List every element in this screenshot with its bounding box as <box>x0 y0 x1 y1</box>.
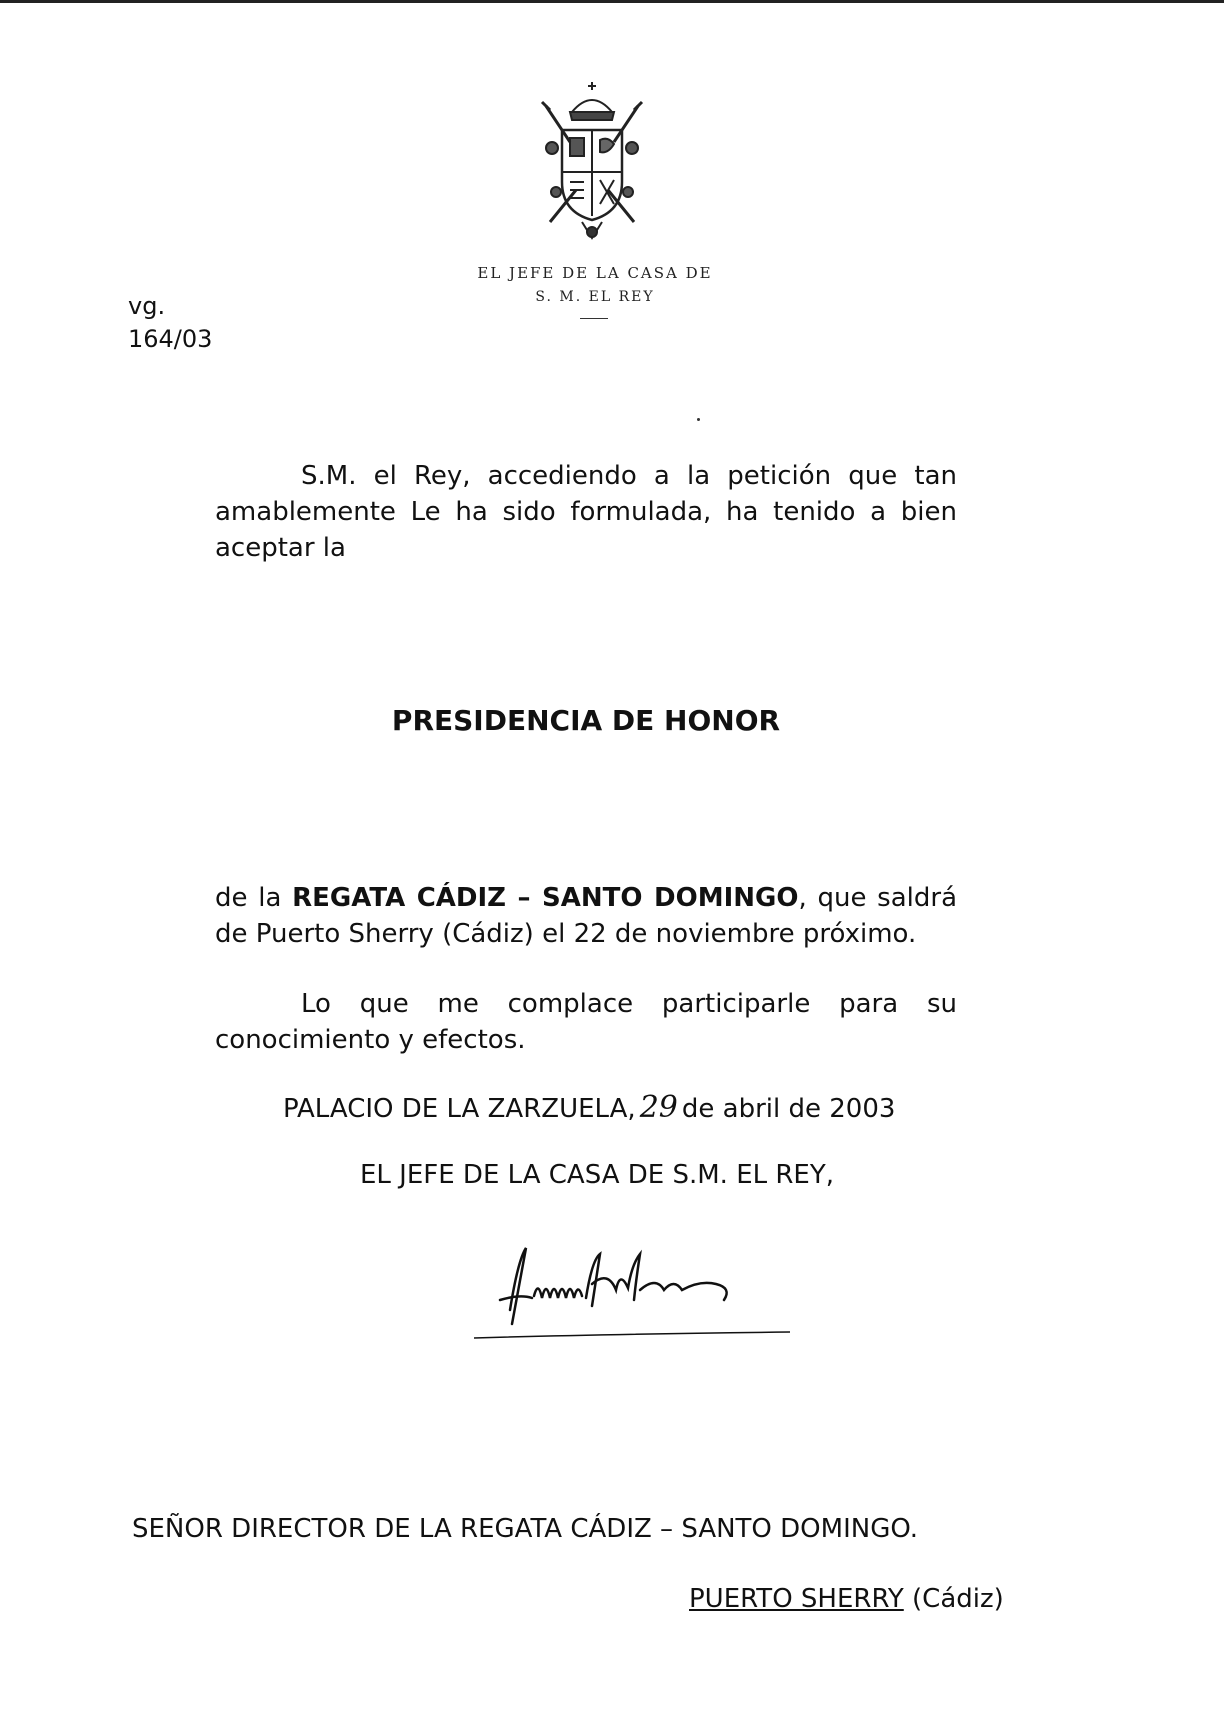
event-prefix: de la <box>215 883 293 913</box>
handwritten-signature <box>460 1240 840 1350</box>
dateline-place: PALACIO DE LA ZARZUELA, <box>283 1094 636 1124</box>
document-heading: PRESIDENCIA DE HONOR <box>391 704 781 737</box>
event-name: REGATA CÁDIZ – SANTO DOMINGO <box>292 883 799 913</box>
dateline-month-year: de abril de 2003 <box>681 1094 896 1124</box>
page-top-border <box>0 0 1224 3</box>
reference-number: 164/03 <box>128 325 213 353</box>
dateline-handwritten-day: 29 <box>639 1090 678 1125</box>
closing-paragraph: Lo que me complace participarle para su conocimiento y efectos. <box>215 989 957 1055</box>
reference-code: vg. <box>128 292 166 320</box>
addressee-line: SEÑOR DIRECTOR DE LA REGATA CÁDIZ – SANTO DOMINGO. <box>132 1514 919 1544</box>
opening-paragraph: S.M. el Rey, accediendo a la petición que tan amablemente Le ha sido formulada, ha tenido a bien aceptar la <box>215 461 957 563</box>
letterhead-line-2: S. M. EL REY <box>535 289 655 305</box>
signatory-title: EL JEFE DE LA CASA DE S.M. EL REY, <box>360 1160 835 1190</box>
addressee-place <box>689 1584 1004 1614</box>
event-details: , que saldrá de Puerto Sherry (Cádiz) el 22 de noviembre próximo. <box>215 883 958 949</box>
scan-speck <box>697 418 700 421</box>
addressee-place-name: PUERTO SHERRY <box>689 1584 904 1614</box>
addressee-place-province: (Cádiz) <box>912 1584 1004 1614</box>
event-paragraph <box>215 880 957 952</box>
royal-crest-icon <box>532 82 652 244</box>
letterhead-line-1: EL JEFE DE LA CASA DE <box>477 264 713 282</box>
dateline <box>283 1090 895 1125</box>
letterhead-rule <box>580 318 608 319</box>
